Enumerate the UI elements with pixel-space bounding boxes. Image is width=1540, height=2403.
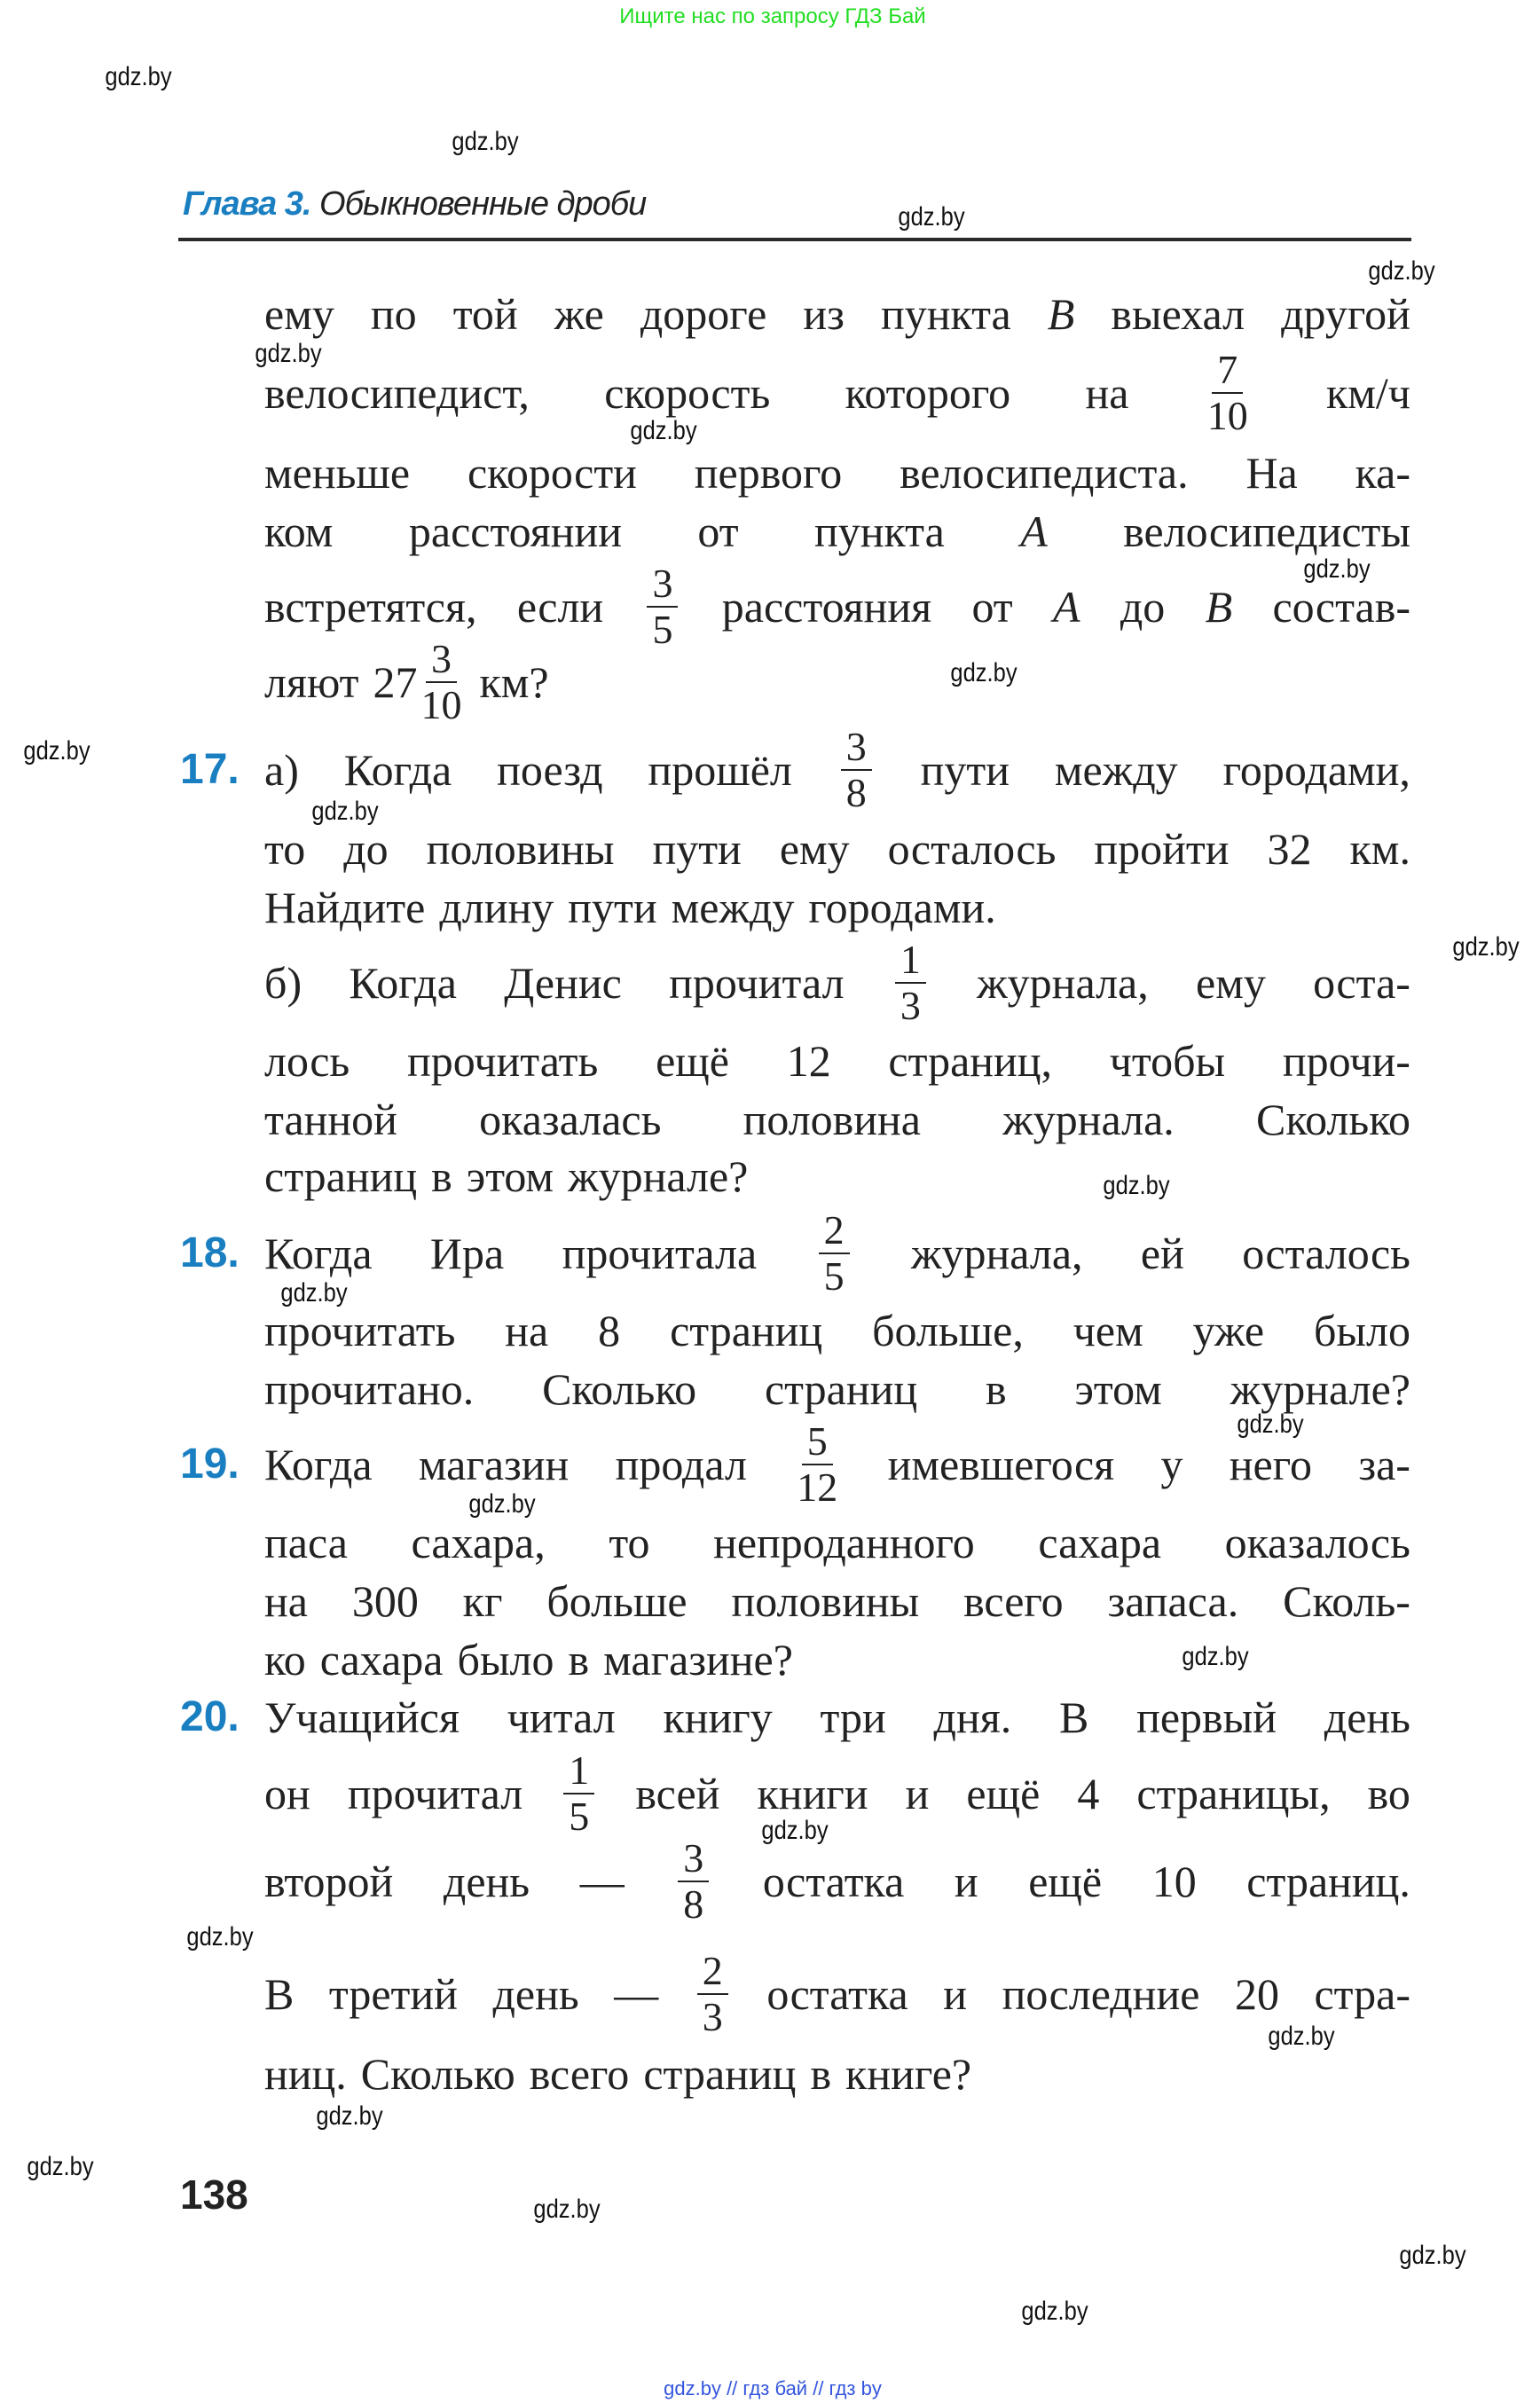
word: из xyxy=(803,289,845,339)
word: прочитать xyxy=(406,1036,599,1086)
numerator: 3 xyxy=(426,639,457,683)
word: 300 xyxy=(351,1576,419,1626)
denominator: 10 xyxy=(420,682,462,727)
word: день xyxy=(492,1969,579,2019)
word: книги xyxy=(757,1769,868,1818)
word: то xyxy=(609,1518,650,1567)
word: него xyxy=(1229,1440,1313,1489)
word: половины xyxy=(426,824,615,874)
word: за- xyxy=(1358,1440,1410,1489)
word: паса xyxy=(264,1518,348,1567)
text-line xyxy=(264,1034,1410,1088)
word: имевшегося xyxy=(887,1440,1115,1489)
word: 8 xyxy=(598,1306,621,1355)
watermark: gdz.by xyxy=(1452,932,1520,962)
fraction xyxy=(643,563,681,650)
word: журнале? xyxy=(568,1151,749,1201)
word: до xyxy=(343,824,389,874)
word: оказалось xyxy=(1224,1518,1410,1567)
word: ко xyxy=(264,1635,306,1684)
word: прочитать xyxy=(264,1306,456,1355)
word: половины xyxy=(731,1576,920,1626)
problem-number-19: 19. xyxy=(180,1441,240,1488)
word: читал xyxy=(507,1692,616,1742)
word: поезд xyxy=(497,745,603,795)
word: запаса. xyxy=(1107,1576,1239,1626)
word: в xyxy=(810,2049,832,2099)
word: пункта xyxy=(814,507,945,556)
word: больше, xyxy=(872,1306,1024,1355)
fraction xyxy=(373,636,466,727)
numerator: 1 xyxy=(895,939,926,984)
watermark: gdz.by xyxy=(311,797,379,826)
word: осталось xyxy=(887,824,1057,874)
bottom-banner-text: gdz.by // гдз бай // гдз by xyxy=(664,2377,882,2399)
fraction xyxy=(793,1418,841,1510)
text-line xyxy=(264,1691,1410,1744)
word: скорости xyxy=(467,448,637,498)
word: если xyxy=(516,582,604,632)
word: оста- xyxy=(1313,958,1410,1008)
watermark: gdz.by xyxy=(761,1816,829,1845)
word: городами, xyxy=(1222,745,1410,795)
word: ка- xyxy=(1355,448,1410,498)
word: три xyxy=(820,1692,886,1742)
whole-part: 27 xyxy=(373,657,418,707)
word: страниц xyxy=(670,1306,823,1355)
numerator: 3 xyxy=(841,726,872,771)
word: ком xyxy=(264,507,334,556)
word: 10 xyxy=(1151,1857,1197,1906)
word: у xyxy=(1160,1440,1183,1489)
word: ему xyxy=(1196,958,1266,1008)
watermark: gdz.by xyxy=(1237,1410,1304,1439)
variable: A xyxy=(1020,507,1048,556)
text-line xyxy=(264,937,1410,1028)
word: между xyxy=(1054,745,1178,795)
header-rule xyxy=(178,238,1411,241)
fraction xyxy=(1204,349,1252,436)
word: страницы, xyxy=(1136,1769,1331,1818)
fraction-body xyxy=(678,1835,709,1927)
word: другой xyxy=(1281,289,1410,339)
word: этом xyxy=(466,1151,554,1201)
word: Ира xyxy=(429,1229,505,1278)
word: и xyxy=(943,1969,968,2019)
word: книге? xyxy=(845,2049,972,2099)
word: прочитал xyxy=(669,958,845,1008)
word: 4 xyxy=(1077,1769,1100,1818)
numerator: 5 xyxy=(802,1421,833,1465)
word: непроданного xyxy=(713,1518,975,1567)
word: расстоянии xyxy=(408,507,622,556)
word: во xyxy=(1367,1769,1410,1818)
word: книгу xyxy=(663,1692,773,1742)
word: половина xyxy=(742,1095,921,1144)
watermark: gdz.by xyxy=(630,416,697,445)
word: ниц. xyxy=(264,2049,347,2099)
watermark: gdz.by xyxy=(105,62,172,91)
denominator: 3 xyxy=(900,983,921,1028)
word: скорость xyxy=(604,368,771,418)
word: осталось xyxy=(1242,1229,1410,1278)
text-line xyxy=(264,287,1410,341)
fraction-body xyxy=(420,636,462,727)
word: от xyxy=(971,582,1013,632)
denominator: 5 xyxy=(652,607,673,652)
text-line xyxy=(264,822,1410,876)
word: пройти xyxy=(1094,824,1230,874)
variable: B xyxy=(1047,289,1075,339)
word: той xyxy=(452,289,518,339)
word: от xyxy=(697,507,739,556)
word: 20 xyxy=(1234,1969,1279,2019)
word: в xyxy=(431,1151,452,1201)
word: день xyxy=(443,1857,530,1906)
word: журнала, xyxy=(910,1229,1083,1278)
word: страниц, xyxy=(888,1036,1053,1086)
word: страниц xyxy=(643,2049,797,2099)
variable: B xyxy=(1205,582,1233,632)
watermark: gdz.by xyxy=(1268,2022,1335,2051)
fraction-body xyxy=(563,1747,594,1839)
word: Денис xyxy=(504,958,622,1008)
text-line xyxy=(264,1575,1410,1628)
word: пути xyxy=(568,883,657,932)
word: прочитал xyxy=(347,1769,523,1818)
word: и xyxy=(905,1769,930,1818)
word: ляют xyxy=(264,657,359,707)
word: до xyxy=(1120,582,1166,632)
denominator: 8 xyxy=(683,1881,704,1927)
word: страниц. xyxy=(1246,1857,1410,1906)
word: дороге xyxy=(640,289,767,339)
word: расстояния xyxy=(721,582,932,632)
problem-number-20: 20. xyxy=(180,1693,240,1740)
word: выехал xyxy=(1111,289,1245,339)
word: 32 xyxy=(1267,824,1312,874)
watermark: gdz.by xyxy=(950,658,1018,687)
word: продал xyxy=(615,1440,747,1489)
fraction xyxy=(892,939,930,1026)
fraction-body xyxy=(895,939,926,1026)
problem-number-17: 17. xyxy=(180,746,240,793)
word: сахара xyxy=(1038,1518,1162,1567)
fraction-body xyxy=(841,726,872,813)
word: третий xyxy=(328,1969,458,2019)
denominator: 10 xyxy=(1206,393,1248,438)
text-line xyxy=(264,636,1410,727)
word: страниц xyxy=(764,1364,918,1414)
word: чем xyxy=(1072,1306,1143,1355)
watermark: gdz.by xyxy=(186,1922,254,1951)
watermark: gdz.by xyxy=(255,339,322,368)
word: прошёл xyxy=(648,745,792,795)
watermark: gdz.by xyxy=(452,127,519,156)
word: остатка xyxy=(762,1857,905,1906)
word: Когда xyxy=(264,1229,373,1278)
text-line xyxy=(264,1304,1410,1357)
watermark: gdz.by xyxy=(1021,2297,1088,2326)
numerator: 2 xyxy=(697,1951,728,1995)
numerator: 3 xyxy=(647,563,678,608)
fraction xyxy=(694,1948,732,2039)
watermark: gdz.by xyxy=(468,1489,536,1519)
text-line xyxy=(264,1835,1410,1927)
word: то xyxy=(264,824,306,874)
word: дня. xyxy=(933,1692,1012,1742)
word: всей xyxy=(635,1769,720,1818)
watermark: gdz.by xyxy=(898,202,965,232)
word: по xyxy=(370,289,417,339)
text-line xyxy=(264,1150,1410,1203)
watermark: gdz.by xyxy=(1103,1171,1170,1200)
word: и xyxy=(954,1857,978,1906)
watermark: gdz.by xyxy=(280,1278,348,1308)
word: стра- xyxy=(1314,1969,1410,2019)
word: танной xyxy=(264,1095,397,1144)
word: км? xyxy=(479,657,549,707)
word: пути xyxy=(920,745,1010,795)
word: км/ч xyxy=(1325,368,1410,418)
word: Сколь- xyxy=(1283,1576,1410,1626)
word: страниц xyxy=(264,1151,418,1201)
word: магазине? xyxy=(603,1635,793,1684)
word: в xyxy=(568,1635,590,1684)
text-line xyxy=(264,505,1410,558)
word: состав- xyxy=(1272,582,1410,632)
word: на xyxy=(264,1576,308,1626)
denominator: 5 xyxy=(569,1794,590,1839)
word: Когда xyxy=(349,958,457,1008)
word: Сколько xyxy=(542,1364,697,1414)
word: сахара, xyxy=(411,1518,546,1567)
word: на xyxy=(505,1306,549,1355)
word: лось xyxy=(264,1036,350,1086)
word: сахара xyxy=(319,1635,444,1684)
word: меньше xyxy=(264,448,411,498)
watermark: gdz.by xyxy=(1399,2241,1466,2270)
word: было xyxy=(1313,1306,1410,1355)
variable: A xyxy=(1052,582,1080,632)
fraction xyxy=(837,726,876,813)
word: — xyxy=(579,1857,625,1906)
watermark: gdz.by xyxy=(1368,256,1435,286)
word: а) xyxy=(264,745,299,795)
word: на xyxy=(1085,368,1129,418)
text-line xyxy=(264,446,1410,499)
word: велосипедиста. xyxy=(900,448,1189,498)
word: же xyxy=(554,289,604,339)
word: велосипедисты xyxy=(1123,507,1410,556)
word: Сколько xyxy=(360,2049,515,2099)
word: Когда xyxy=(343,745,452,795)
chapter-number: Глава 3. xyxy=(183,185,311,223)
word: он xyxy=(264,1769,310,1818)
word: 12 xyxy=(786,1036,831,1086)
watermark: gdz.by xyxy=(1182,1642,1249,1671)
denominator: 8 xyxy=(845,770,867,815)
word: оказалась xyxy=(479,1095,662,1144)
word: В xyxy=(264,1969,295,2019)
word: ещё xyxy=(966,1769,1041,1818)
text-line xyxy=(264,1093,1410,1146)
word: больше xyxy=(546,1576,688,1626)
word: всего xyxy=(963,1576,1064,1626)
word: журнала, xyxy=(977,958,1149,1008)
word: В xyxy=(1058,1692,1089,1742)
word: ещё xyxy=(656,1036,729,1086)
watermark: gdz.by xyxy=(23,736,90,766)
numerator: 1 xyxy=(563,1750,594,1794)
text-line xyxy=(264,1362,1410,1416)
word: Найдите xyxy=(264,883,426,932)
word: первый xyxy=(1136,1692,1277,1742)
fraction xyxy=(560,1747,598,1839)
word: всего xyxy=(529,2049,630,2099)
word: между xyxy=(671,883,795,932)
word: городами. xyxy=(808,883,996,932)
chapter-header xyxy=(183,185,646,224)
word: пути xyxy=(652,824,742,874)
fraction-body xyxy=(647,563,678,650)
word: прочитано. xyxy=(264,1364,475,1414)
denominator: 12 xyxy=(797,1465,838,1510)
numerator: 2 xyxy=(819,1210,850,1254)
numerator: 3 xyxy=(678,1838,709,1882)
word: журнале? xyxy=(1230,1364,1410,1414)
word: ему xyxy=(779,824,850,874)
text-line xyxy=(264,1516,1410,1569)
word: Сколько xyxy=(1256,1095,1410,1144)
word: Учащийся xyxy=(264,1692,460,1742)
word: На xyxy=(1245,448,1298,498)
watermark: gdz.by xyxy=(27,2152,94,2181)
word: велосипедист, xyxy=(264,368,530,418)
top-banner-text: Ищите нас по запросу ГДЗ Бай xyxy=(619,4,926,28)
word: ей xyxy=(1140,1229,1184,1278)
text-line xyxy=(264,881,1410,934)
word: которого xyxy=(845,368,1011,418)
word: встретятся, xyxy=(264,582,477,632)
fraction-body xyxy=(697,1948,728,2039)
chapter-title: Обыкновенные дроби xyxy=(319,185,647,223)
word: пункта xyxy=(880,289,1011,339)
word: второй xyxy=(264,1857,394,1906)
page-number: 138 xyxy=(180,2171,248,2218)
word: день xyxy=(1324,1692,1410,1742)
word: уже xyxy=(1192,1306,1265,1355)
fraction xyxy=(815,1207,853,1299)
word: длину xyxy=(439,883,554,932)
denominator: 5 xyxy=(823,1253,845,1299)
word: было xyxy=(457,1635,554,1684)
word: прочи- xyxy=(1282,1036,1410,1086)
word: ещё xyxy=(1028,1857,1103,1906)
watermark: gdz.by xyxy=(1303,554,1371,584)
word: журнала. xyxy=(1002,1095,1175,1144)
word: Когда xyxy=(264,1440,373,1489)
text-line xyxy=(264,2047,1410,2101)
denominator: 3 xyxy=(702,1994,723,2039)
fraction-body xyxy=(1207,349,1248,436)
word: б) xyxy=(264,958,302,1008)
numerator: 7 xyxy=(1212,349,1243,394)
word: кг xyxy=(462,1576,503,1626)
word: последние xyxy=(1002,1969,1200,2019)
word: км. xyxy=(1349,824,1410,874)
watermark: gdz.by xyxy=(316,2101,383,2131)
word: этом xyxy=(1074,1364,1162,1414)
word: чтобы xyxy=(1109,1036,1226,1086)
word: первого xyxy=(694,448,843,498)
fraction-body xyxy=(797,1418,838,1510)
watermark: gdz.by xyxy=(533,2195,601,2224)
fraction-body xyxy=(819,1207,850,1299)
word: в xyxy=(985,1364,1007,1414)
fraction xyxy=(674,1835,712,1927)
word: ему xyxy=(264,289,334,339)
word: — xyxy=(614,1969,659,2019)
word: прочитала xyxy=(562,1229,758,1278)
word: магазин xyxy=(418,1440,570,1489)
problem-number-18: 18. xyxy=(180,1229,240,1276)
word: остатка xyxy=(766,1969,908,2019)
